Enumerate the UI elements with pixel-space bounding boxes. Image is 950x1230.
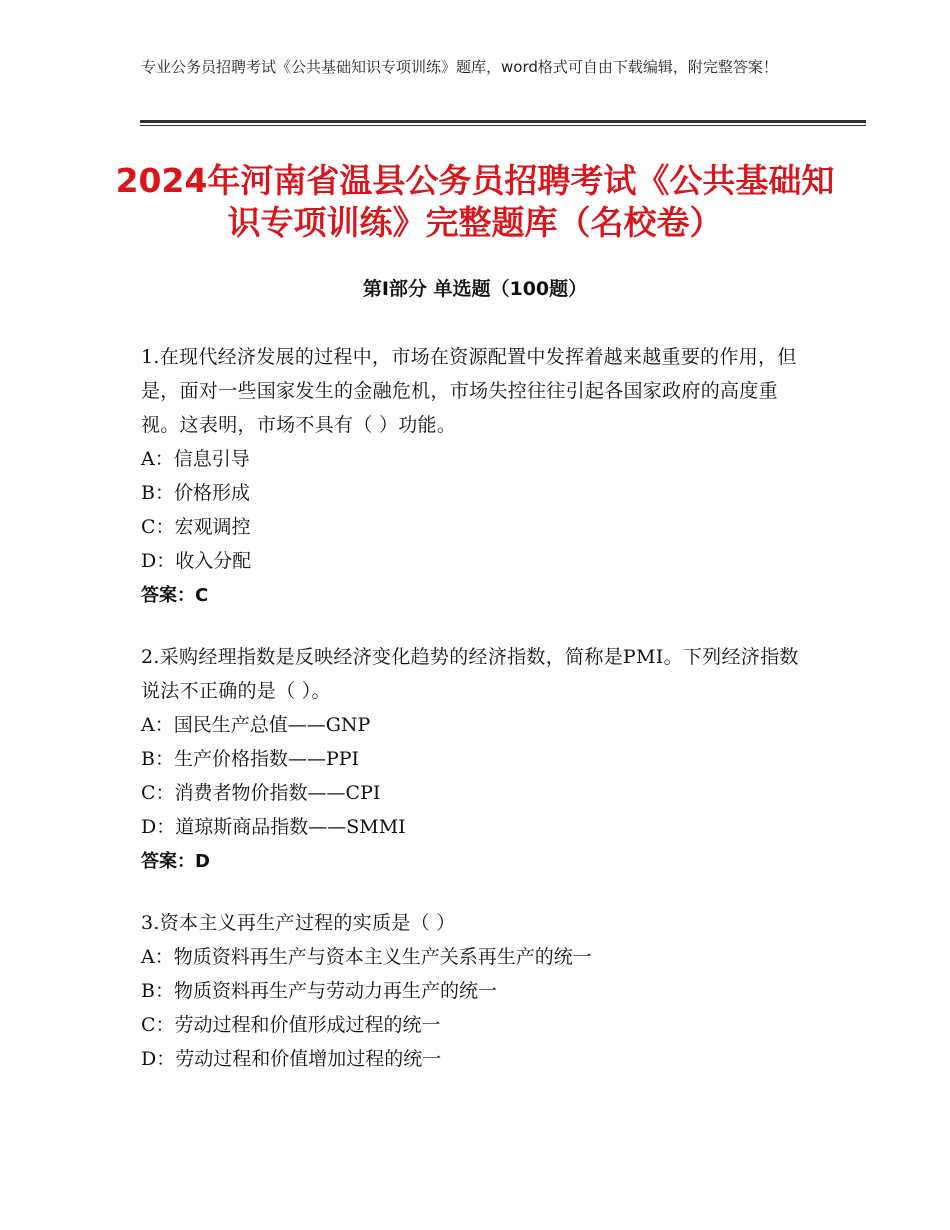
header-rule-thick (140, 120, 866, 123)
option-b: B：价格形成 (141, 482, 250, 504)
option-c: C：消费者物价指数——CPI (141, 782, 381, 804)
option-a: A：国民生产总值——GNP (141, 714, 371, 736)
option-d: D：收入分配 (141, 550, 252, 572)
option-a: A：信息引导 (141, 448, 250, 470)
question-1 (141, 340, 816, 614)
question-stem: 3.资本主义再生产过程的实质是（ ） (141, 912, 456, 934)
option-d: D：道琼斯商品指数——SMMI (141, 816, 406, 838)
question-stem: 1.在现代经济发展的过程中，市场在资源配置中发挥着越来越重要的作用，但是，面对一些国家发生的金融危机，市场失控往往引起各国家政府的高度重视。这表明，市场不具有（ ）功能。 (141, 346, 797, 436)
header-note: 专业公务员招聘考试《公共基础知识专项训练》题库，word格式可自由下载编辑，附完整答案！ (141, 58, 778, 76)
option-c: C：劳动过程和价值形成过程的统一 (141, 1014, 441, 1036)
header-rule-thin (140, 125, 866, 126)
answer: 答案：D (141, 851, 210, 872)
option-c: C：宏观调控 (141, 516, 251, 538)
question-3 (141, 906, 816, 1076)
answer: 答案：C (141, 585, 209, 606)
option-a: A：物质资料再生产与资本主义生产关系再生产的统一 (141, 946, 592, 968)
option-b: B：物质资料再生产与劳动力再生产的统一 (141, 980, 497, 1002)
option-b: B：生产价格指数——PPI (141, 748, 360, 770)
question-2 (141, 640, 816, 880)
question-list (141, 340, 816, 1102)
section-title: 第Ⅰ部分 单选题（100题） (362, 278, 588, 300)
option-d: D：劳动过程和价值增加过程的统一 (141, 1048, 442, 1070)
document-title: 2024年河南省温县公务员招聘考试《公共基础知识专项训练》完整题库（名校卷） (115, 161, 835, 242)
question-stem: 2.采购经理指数是反映经济变化趋势的经济指数，简称是PMI。下列经济指数说法不正确的是（ ）。 (141, 646, 799, 702)
